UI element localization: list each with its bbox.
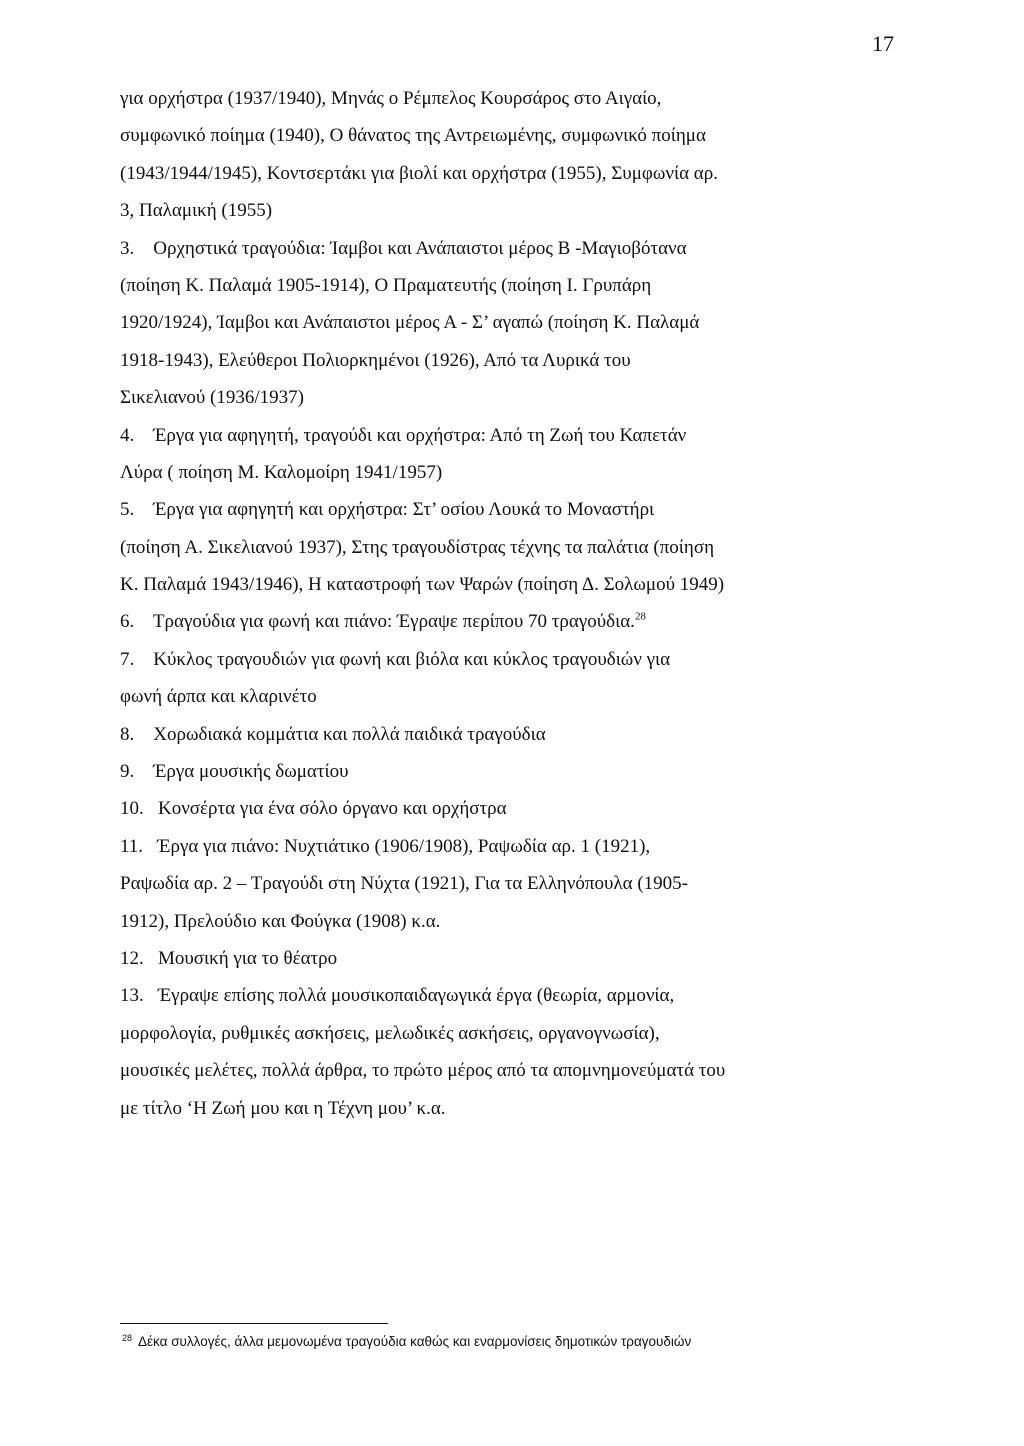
text-line: συμφωνικό ποίημα (1940), Ο θάνατος της Αντρειωμένης, συμφωνικό ποίημα — [120, 125, 706, 147]
text-line: 13. Έγραψε επίσης πολλά μουσικοπαιδαγωγικά έργα (θεωρία, αρμονία, — [120, 985, 675, 1007]
text-line: μορφολογία, ρυθμικές ασκήσεις, μελωδικές ασκήσεις, οργανογνωσία), — [120, 1022, 660, 1044]
body-text — [120, 80, 900, 1127]
text-line: 3. Ορχηστικά τραγούδια: Ίαμβοι και Ανάπαιστοι μέρος Β -Μαγιοβότανα — [120, 237, 687, 259]
text-line: 1918-1943), Ελεύθεροι Πολιορκημένοι (1926), Από τα Λυρικά του — [120, 349, 631, 371]
text-line: 12. Μουσική για το θέατρο — [120, 947, 338, 969]
text-line: (1943/1944/1945), Κοντσερτάκι για βιολί και ορχήστρα (1955), Συμφωνία αρ. — [120, 162, 718, 184]
text-line: Ραψωδία αρ. 2 – Τραγούδι στη Νύχτα (1921), Για τα Ελληνόπουλα (1905- — [120, 873, 688, 895]
text-line-content: 6. Τραγούδια για φωνή και πιάνο: Έγραψε περίπου 70 τραγούδια. — [120, 611, 635, 633]
text-line: 5. Έργα για αφηγητή και ορχήστρα: Στ’ οσίου Λουκά το Μοναστήρι — [120, 499, 655, 521]
text-line: Σικελιανού (1936/1937) — [120, 387, 304, 409]
text-line: φωνή άρπα και κλαρινέτο — [120, 686, 317, 708]
text-line: Κ. Παλαμά 1943/1946), Η καταστροφή των Ψαρών (ποίηση Δ. Σολωμού 1949) — [120, 574, 725, 596]
text-line: (ποίηση Α. Σικελιανού 1937), Στης τραγουδίστρας τέχνης τα παλάτια (ποίηση — [120, 536, 715, 558]
text-line: 10. Κονσέρτα για ένα σόλο όργανο και ορχήστρα — [120, 798, 507, 820]
text-line: Λύρα ( ποίηση Μ. Καλομοίρη 1941/1957) — [120, 461, 443, 483]
text-line: με τίτλο ‘Η Ζωή μου και η Τέχνη μου’ κ.α. — [120, 1097, 446, 1119]
footnote-reference: 28 — [634, 611, 646, 624]
text-line: 7. Κύκλος τραγουδιών για φωνή και βιόλα και κύκλος τραγουδιών για — [120, 648, 671, 670]
text-line: 3, Παλαμική (1955) — [120, 200, 273, 222]
text-line: 11. Έργα για πιάνο: Νυχτιάτικο (1906/1908), Ραψωδία αρ. 1 (1921), — [120, 835, 651, 857]
text-line: για ορχήστρα (1937/1940), Μηνάς ο Ρέμπελος Κουρσάρος στο Αιγαίο, — [120, 88, 662, 109]
footnote — [122, 1330, 691, 1354]
footnote-text: Δέκα συλλογές, άλλα μεμονωμένα τραγούδια καθώς και εναρμονίσεις δημοτικών τραγουδιών — [138, 1334, 692, 1349]
text-line-with-footnote — [120, 603, 900, 640]
text-line: 1912), Πρελούδιο και Φούγκα (1908) κ.α. — [120, 910, 441, 932]
footnote-divider — [120, 1323, 388, 1324]
text-line: (ποίηση Κ. Παλαμά 1905-1914), Ο Πραματευτής (ποίηση Ι. Γρυπάρη — [120, 274, 652, 296]
text-line: μουσικές μελέτες, πολλά άρθρα, το πρώτο μέρος από τα απομνημονεύματά του — [120, 1060, 726, 1082]
page-number: 17 — [872, 31, 894, 56]
footnote-mark: 28 — [122, 1332, 133, 1343]
text-line: 8. Χορωδιακά κομμάτια και πολλά παιδικά τραγούδια — [120, 723, 546, 745]
text-line: 9. Έργα μουσικής δωματίου — [120, 761, 349, 783]
text-line: 1920/1924), Ίαμβοι και Ανάπαιστοι μέρος Α - Σ’ αγαπώ (ποίηση Κ. Παλαμά — [120, 312, 700, 334]
text-line: 4. Έργα για αφηγητή, τραγούδι και ορχήστρα: Από τη Ζωή του Καπετάν — [120, 424, 687, 446]
